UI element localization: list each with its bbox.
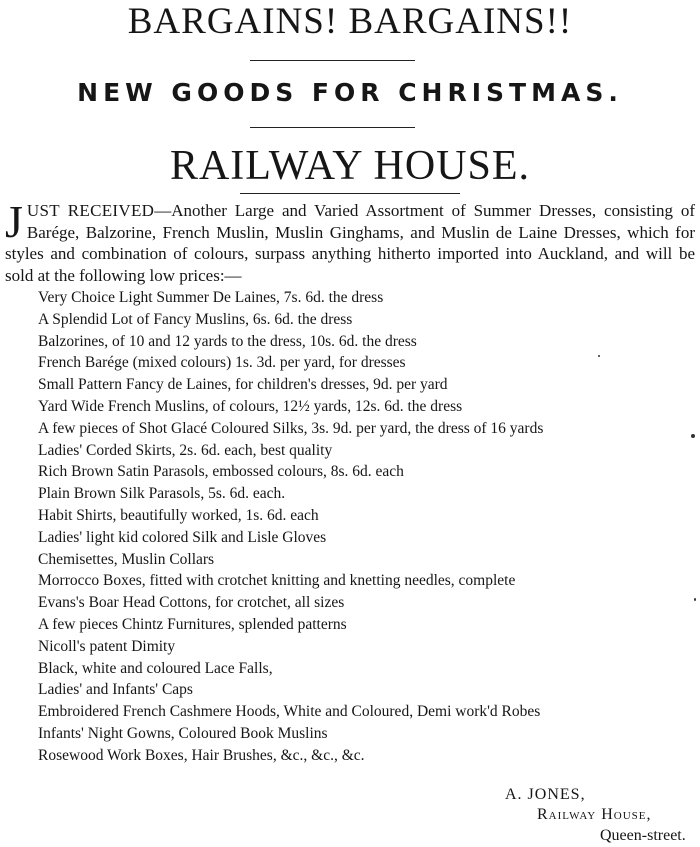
ink-speck: [694, 598, 696, 601]
signature-street: Queen-street.: [600, 827, 686, 844]
list-item: Black, white and coloured Lace Falls,: [38, 659, 273, 677]
signature-name: A. JONES,: [505, 786, 586, 803]
headline-new-goods: NEW GOODS FOR CHRISTMAS.: [77, 78, 623, 107]
list-item: Plain Brown Silk Parasols, 5s. 6d. each.: [38, 485, 286, 503]
list-item: Evans's Boar Head Cottons, for crotchet, all sizes: [38, 594, 345, 612]
list-item: Rosewood Work Boxes, Hair Brushes, &c., &c., &c.: [38, 746, 365, 764]
list-item: Ladies' light kid colored Silk and Lisle Gloves: [38, 528, 327, 546]
list-item: Morrocco Boxes, fitted with crotchet knitting and knetting needles, complete: [38, 572, 516, 590]
list-item: Infants' Night Gowns, Coloured Book Muslins: [38, 724, 328, 742]
intro-paragraph: [5, 196, 695, 286]
list-item: A few pieces Chintz Furnitures, splended patterns: [38, 615, 347, 633]
divider-rule: [250, 127, 415, 128]
list-item: Embroidered French Cashmere Hoods, White and Coloured, Demi work'd Robes: [38, 703, 541, 721]
ink-speck: [691, 434, 695, 438]
list-item: A Splendid Lot of Fancy Muslins, 6s. 6d. the dress: [38, 310, 353, 328]
list-item: French Barége (mixed colours) 1s. 3d. per yard, for dresses: [38, 354, 406, 372]
list-item: Habit Shirts, beautifully worked, 1s. 6d. each: [38, 506, 319, 524]
list-item: Rich Brown Satin Parasols, embossed colours, 8s. 6d. each: [38, 463, 404, 481]
headline-bargains: BARGAINS! BARGAINS!!: [127, 1, 573, 42]
list-item: Balzorines, of 10 and 12 yards to the dress, 10s. 6d. the dress: [38, 332, 417, 350]
signature-house: Railway House,: [537, 806, 652, 823]
drop-cap: J: [5, 196, 23, 247]
list-item: A few pieces of Shot Glacé Coloured Silks, 3s. 9d. per yard, the dress of 16 yards: [38, 419, 544, 437]
price-list: [38, 287, 688, 767]
headline-railway-house: RAILWAY HOUSE.: [169, 143, 531, 189]
list-item: Very Choice Light Summer De Laines, 7s. 6d. the dress: [38, 289, 384, 306]
divider-rule: [240, 193, 460, 194]
list-item: Ladies' Corded Skirts, 2s. 6d. each, best quality: [38, 441, 333, 459]
intro-lead: UST RECEIVED: [26, 201, 155, 220]
intro-text: —Another Large and Varied Assortment of Summer Dresses, consisting of Barége, Balzorine, French Muslin, Muslin Ginghams, and Muslin de Laine Dresses, which for styles and combination of colours, surpass anything hitherto imported into Auckland, and will be sold at the following low prices:—: [5, 201, 695, 285]
list-item: Nicoll's patent Dimity: [38, 637, 176, 655]
divider-rule: [250, 60, 415, 61]
list-item: Small Pattern Fancy de Laines, for children's dresses, 9d. per yard: [38, 376, 448, 394]
list-item: Ladies' and Infants' Caps: [38, 681, 193, 699]
list-item: Yard Wide French Muslins, of colours, 12½ yards, 12s. 6d. the dress: [38, 397, 463, 415]
list-item: Chemisettes, Muslin Collars: [38, 550, 215, 568]
ink-speck: [598, 355, 600, 357]
